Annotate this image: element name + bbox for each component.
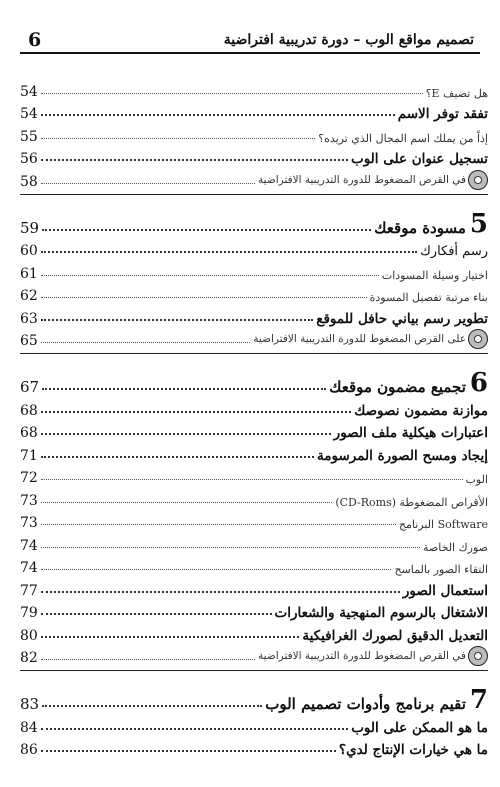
entry-page-number: 77 [20, 582, 38, 599]
chapter-page-number: 83 [20, 695, 40, 713]
entry-label-text: ما هو الممكن على الوب [351, 719, 488, 736]
entry-page-number: 63 [20, 310, 38, 327]
entry-label-text: هل تضيف E؟ [425, 86, 488, 100]
entry-label-text: تطوير رسم بياني حافل للموقع [316, 310, 488, 327]
toc-entry[interactable] [20, 100, 488, 123]
leader-dots [41, 456, 314, 458]
entry-label [426, 87, 488, 100]
chapter-heading[interactable] [20, 683, 488, 713]
leader-dots [41, 569, 392, 570]
chapter-number: 6 [469, 368, 488, 398]
entry-label-text: الأقراص المضغوطة (CD-Roms) [335, 495, 488, 509]
leader-dots [41, 502, 332, 503]
cd-resource-entry[interactable] [20, 167, 488, 190]
leader-dots [41, 750, 336, 752]
toc-entry[interactable] [20, 145, 488, 168]
chapter-heading[interactable] [20, 366, 488, 396]
toc-entry[interactable] [20, 736, 488, 759]
toc-entry[interactable] [20, 441, 488, 464]
entry-label-text: الاشتغال بالرسوم المنهجية والشعارات [274, 605, 488, 621]
entry-label-text: التقاء الصور بالماسح [394, 563, 488, 576]
toc-entry[interactable] [20, 419, 488, 442]
entry-page-number: 73 [20, 492, 38, 509]
entry-page-number: 74 [20, 537, 38, 554]
toc-subentry[interactable] [20, 531, 488, 554]
toc-subentry[interactable] [20, 122, 488, 145]
toc-subentry[interactable] [20, 554, 488, 577]
toc-section [20, 670, 488, 758]
entry-label-text: استعمال الصور [402, 582, 488, 599]
entry-label-text: Software البرنامج [398, 518, 488, 531]
entry-page-number: 56 [20, 151, 38, 167]
chapter-number: 5 [469, 208, 488, 239]
entry-label [420, 244, 488, 259]
entry-label [339, 742, 488, 758]
leader-dots [41, 524, 396, 525]
chapter-title-group [374, 208, 488, 239]
entry-label [351, 720, 488, 736]
leader-dots [41, 93, 423, 94]
toc-entry[interactable] [20, 599, 488, 622]
entry-label-text: رسم أفكارك [420, 244, 488, 259]
toc-subentry[interactable] [20, 509, 488, 532]
leader-dots [41, 114, 395, 116]
entry-label-text: تفقد توفر الاسم [397, 106, 488, 122]
leader-dots [41, 659, 255, 660]
toc-section [20, 194, 488, 350]
leader-dots [41, 591, 400, 593]
entry-label-text: في القرص المضغوط للدورة التدريبية الافتراضية [258, 650, 466, 662]
toc-entry[interactable] [20, 576, 488, 599]
entry-page-number: 60 [20, 243, 38, 259]
entry-label [394, 563, 488, 576]
entry-label [334, 425, 488, 441]
entry-label [317, 448, 488, 464]
chapter-title-group [329, 370, 488, 396]
entry-label [318, 132, 488, 145]
entry-label [258, 646, 488, 666]
toc-subentry[interactable] [20, 464, 488, 487]
entry-label-text: بناء مرتبة تفصيل المسودة [369, 291, 488, 304]
entry-label [398, 106, 488, 122]
leader-dots [41, 479, 463, 480]
entry-label [354, 403, 488, 419]
entry-label-text: موازنة مضمون نصوصك [354, 402, 488, 419]
cd-disc-icon [468, 329, 488, 349]
leader-dots [41, 251, 417, 253]
leader-dots [41, 342, 250, 343]
entry-page-number: 62 [20, 288, 38, 304]
entry-page-number: 79 [20, 605, 38, 621]
toc-subentry[interactable] [20, 259, 488, 282]
leader-dots [41, 138, 315, 139]
entry-page-number: 86 [20, 742, 38, 758]
entry-page-number: 68 [20, 425, 38, 441]
cd-disc-icon [468, 646, 488, 666]
cd-resource-entry[interactable] [20, 644, 488, 667]
entry-label [275, 605, 488, 621]
entry-label-text: اختيار وسيلة المسودات [381, 268, 488, 282]
toc-entry[interactable] [20, 237, 488, 260]
entry-label-text: ما هي خيارات الإنتاج لدي؟ [338, 742, 488, 758]
leader-dots [41, 411, 351, 413]
entry-label-text: اعتبارات هيكلية ملف الصور [333, 425, 488, 441]
chapter-number: 7 [469, 685, 488, 715]
chapter-title-group [265, 687, 488, 713]
leader-dots [41, 613, 272, 615]
leader-dots [41, 275, 379, 276]
entry-label [466, 473, 488, 486]
entry-page-number: 80 [20, 627, 38, 644]
entry-label [258, 170, 488, 190]
entry-label-text: إيجاد ومسح الصورة المرسومة [317, 447, 488, 464]
entry-page-number: 65 [20, 333, 38, 349]
entry-label-text: إذاً من يملك اسم المجال الذي تريده؟ [318, 131, 488, 145]
leader-dots [41, 636, 300, 638]
cd-resource-entry[interactable] [20, 327, 488, 350]
entry-page-number: 54 [20, 106, 38, 122]
leader-dots [42, 388, 326, 390]
entry-label [403, 583, 488, 599]
entry-label [302, 628, 488, 644]
toc-entry[interactable] [20, 713, 488, 736]
running-title: تصميم مواقع الوب – دورة تدريبية افتراضية [223, 32, 474, 48]
leader-dots [41, 728, 348, 730]
entry-label [382, 269, 488, 282]
entry-page-number: 68 [20, 402, 38, 419]
entry-page-number: 61 [20, 265, 38, 282]
entry-page-number: 84 [20, 719, 38, 736]
entry-page-number: 54 [20, 83, 38, 100]
table-of-contents [20, 77, 488, 758]
toc-entry[interactable] [20, 621, 488, 644]
toc-section [20, 353, 488, 666]
chapter-title: تقيم برنامج وأدوات تصميم الوب [265, 695, 466, 713]
entry-label-text: الوب [465, 473, 488, 486]
entry-page-number: 74 [20, 560, 38, 576]
leader-dots [41, 183, 255, 184]
page-header [20, 28, 480, 54]
chapter-page-number: 67 [20, 378, 40, 396]
toc-section [20, 77, 488, 190]
entry-label [423, 541, 488, 554]
leader-dots [41, 433, 331, 435]
entry-page-number: 72 [20, 470, 38, 486]
chapter-page-number: 59 [20, 218, 40, 237]
entry-label [335, 496, 488, 509]
entry-label-text: التعديل الدقيق لصورك الغرافيكية [302, 627, 488, 644]
leader-dots [41, 319, 313, 321]
entry-label [253, 329, 488, 349]
chapter-heading[interactable] [20, 207, 488, 237]
entry-page-number: 71 [20, 447, 38, 464]
page-number: 6 [28, 29, 42, 51]
entry-label [316, 311, 488, 327]
toc-entry[interactable] [20, 304, 488, 327]
leader-dots [41, 297, 367, 298]
entry-label [351, 151, 488, 167]
toc-subentry[interactable] [20, 77, 488, 100]
entry-page-number: 58 [20, 173, 38, 190]
leader-dots [42, 705, 262, 707]
toc-subentry[interactable] [20, 486, 488, 509]
leader-dots [42, 229, 371, 231]
chapter-title: مسودة موقعك [374, 218, 466, 237]
entry-label-text: على القرص المضغوط للدورة التدريبية الافتراضية [253, 333, 466, 345]
entry-label-text: تسجيل عنوان على الوب [350, 151, 488, 167]
leader-dots [41, 547, 420, 548]
toc-subentry[interactable] [20, 282, 488, 305]
entry-label [370, 291, 488, 304]
cd-disc-icon [468, 170, 488, 190]
entry-label-text: صورك الخاصة [423, 540, 488, 554]
entry-page-number: 82 [20, 650, 38, 666]
entry-label-text: في القرص المضغوط للدورة التدريبية الافتراضية [258, 173, 466, 186]
entry-label [399, 518, 488, 531]
entry-page-number: 55 [20, 128, 38, 145]
chapter-title: تجميع مضمون موقعك [329, 378, 466, 396]
toc-entry[interactable] [20, 396, 488, 419]
entry-page-number: 73 [20, 515, 38, 531]
leader-dots [41, 159, 348, 161]
